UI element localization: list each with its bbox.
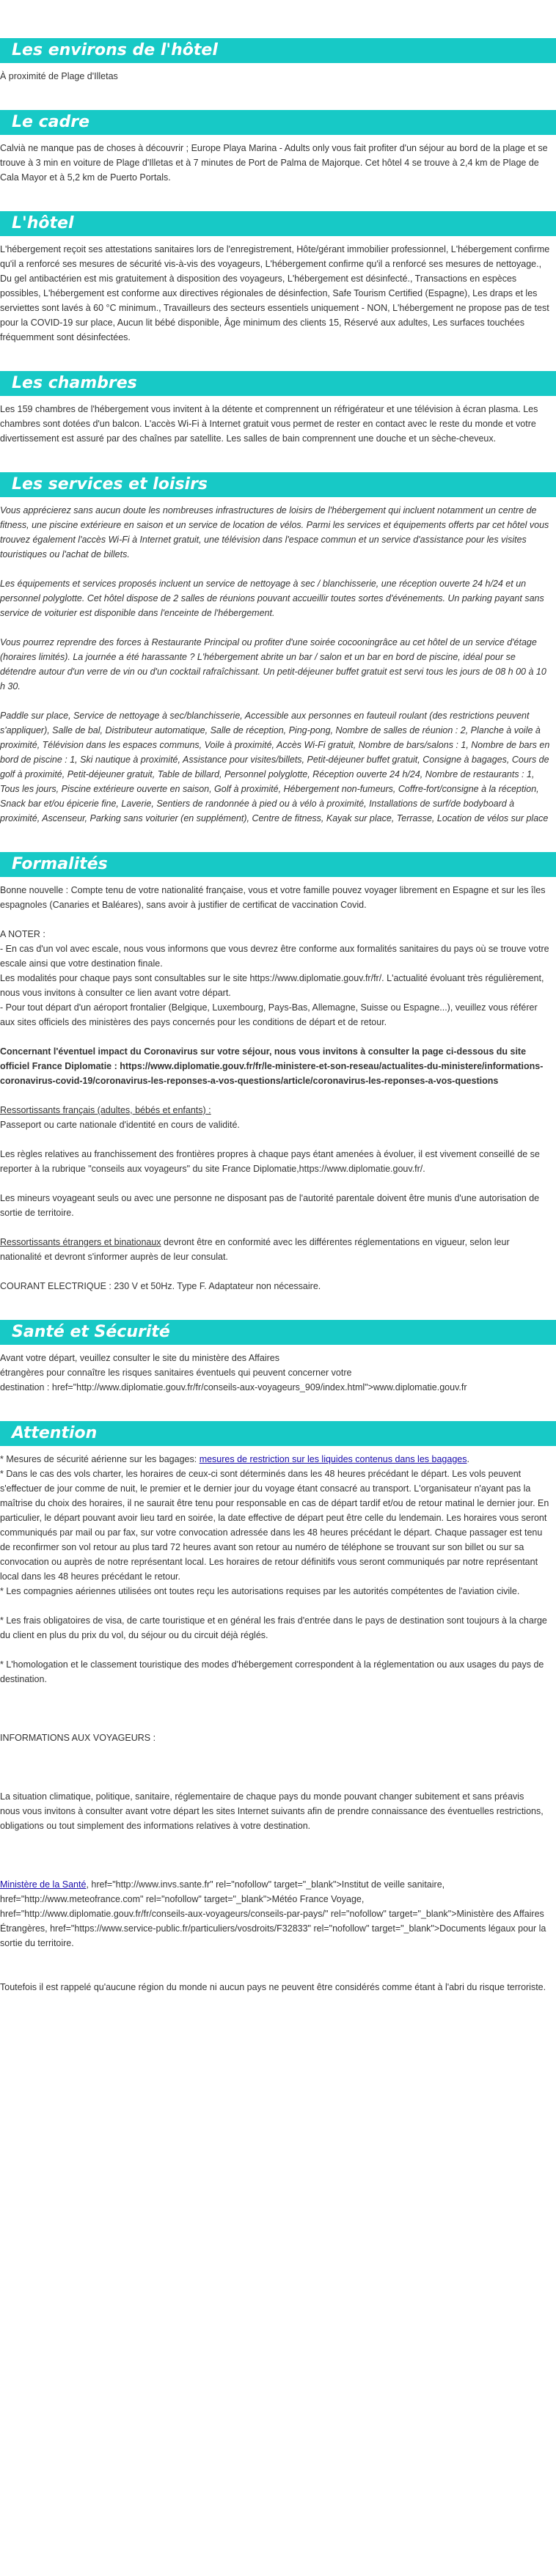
minors-text: Les mineurs voyageant seuls ou avec une personne ne disposant pas de l'autorité parentale doivent être munis d'une autorisation de sortie de territoire. (0, 1193, 540, 1218)
section-services (0, 472, 556, 826)
security-measures (0, 1452, 554, 1467)
sante-line: étrangères pour connaître les risques sanitaires éventuels qui peuvent concerner votre (0, 1368, 352, 1378)
section-cadre (0, 110, 556, 185)
sante-line: destination : href="http://www.diplomatie.gouv.fr/fr/conseils-aux-voyageurs_909/index.html">www.diplomatie.gouv.fr (0, 1382, 467, 1392)
homologation-text: * L'homologation et le classement touristique des modes d'hébergement correspondent à la réglementation ou aux usages du pays de destination. (0, 1659, 544, 1684)
security-prefix: * Mesures de sécurité aérienne sur les bagages: (0, 1454, 200, 1464)
foreign-nationals-heading: Ressortissants étrangers et binationaux (0, 1237, 161, 1247)
section-sante (0, 1320, 556, 1395)
terror-text: Toutefois il est rappelé qu'aucune région du monde ni aucun pays ne peuvent être considérés comme étant à l'abri du risque terroriste. (0, 1982, 546, 1992)
section-title: Les chambres (0, 371, 556, 396)
info-heading: INFORMATIONS AUX VOYAGEURS : (0, 1733, 156, 1743)
foreign-nationals (0, 1235, 554, 1264)
section-title: Attention (0, 1421, 556, 1446)
covid-notice: Concernant l'éventuel impact du Coronavirus sur votre séjour, nous vous invitons à consulter la page ci-dessous du site officiel France Diplomatie : https://www.diplomatie.gouv.fr/fr/le-ministere-et-son-reseau/actualites-du-ministere/informations-coronavirus-covid-19/coronavirus-les-reponses-a-vos-questions/article/coronavirus-les-reponses-a-vos-questions (0, 1046, 544, 1086)
section-title: Les services et loisirs (0, 472, 556, 497)
charter-flights-text: * Dans le cas des vols charter, les horaires de ceux-ci sont déterminés dans les 48 heures précédant le départ. Les vols peuvent s'effectuer de jour comme de nuit, le premier et le dernier jour du voyage étant consacré au transport. L'organisateur n'ayant pas la maîtrise du choix des horaires, il ne saurait être tenu pour responsable en cas de départ tardif et/ou de retour matinal le dernier jour. En particulier, le départ pouvant avoir lieu tard en soirée, la date effective de départ peut être celle du lendemain. Les horaires vous seront communiqués par mail ou par fax, sur votre convocation adressée dans les 48 heures précédant le départ. Chaque passager est tenu de reconfirmer son vol retour au plus tard 72 heures avant son retour au numéro de téléphone se trouvant sur son billet ou sur sa convocation ou auprès de notre représentant local. Les horaires de retour définitifs vous seront communiqués par notre représentant local dans les 48 heures précédant le retour. (0, 1469, 549, 1582)
section-attention (0, 1421, 556, 1995)
page (0, 38, 556, 2036)
services-paragraph: Vous apprécierez sans aucun doute les nombreuses infrastructures de loisirs de l'hébergement qui incluent notamment un centre de fitness, une piscine extérieure en saison et un service de location de vélos. Parmi les services et équipements offerts par cet hôtel vous trouvez également l'accès Wi-Fi à Internet gratuit, une télévision dans l'espace commun et un service d'assistance pour les visites touristiques ou l'achat de billets. (0, 505, 549, 559)
foreign-nationals-text: devront être en conformité avec les différentes réglementations en vigueur, selon leur nationalité et devront s'informer auprès de leur consulat. (0, 1237, 510, 1262)
liquids-restriction-link[interactable]: mesures de restriction sur les liquides contenus dans les bagages (199, 1454, 467, 1464)
french-nationals-heading: Ressortissants français (adultes, bébés et enfants) : (0, 1105, 211, 1115)
situation-text: nous vous invitons à consulter avant votre départ les sites Internet suivants afin de prendre connaissance des éventuelles restrictions, obligations ou tout simplement des informations relatives à votre destination. (0, 1806, 544, 1831)
section-title: Le cadre (0, 110, 556, 135)
section-title: Formalités (0, 852, 556, 877)
section-title: Santé et Sécurité (0, 1320, 556, 1345)
electric-info: COURANT ELECTRIQUE : 230 V et 50Hz. Type F. Adaptateur non nécessaire. (0, 1281, 321, 1291)
section-environs (0, 38, 556, 84)
french-nationals-text: Passeport ou carte nationale d'identité en cours de validité. (0, 1120, 240, 1130)
section-formalites (0, 852, 556, 1293)
sante-line: Avant votre départ, veuillez consulter le site du ministère des Affaires (0, 1353, 279, 1363)
cadre-text: Calvià ne manque pas de choses à découvrir ; Europe Playa Marina - Adults only vous fait profiter d'un séjour au bord de la plage et se trouve à 3 min en voiture de Plage d'Illetas et à 7 minutes de Port de Palma de Majorque. Cet hôtel 4 se trouve à 2,4 km de Plage de Cala Mayor et à 5,2 km de Puerto Portals. (0, 143, 548, 183)
note-text: - Pour tout départ d'un aéroport frontalier (Belgique, Luxembourg, Pays-Bas, Allemagne, Suisse ou Espagne...), veuillez vous référer aux sites officiels des ministères des pays concernés pour les conditions de départ et de retour. (0, 1002, 538, 1027)
hotel-text: L'hébergement reçoit ses attestations sanitaires lors de l'enregistrement, Hôte/gérant immobilier professionnel, L'hébergement confirme qu'il a renforcé ses mesures de sécurité vis-à-vis des voyageurs, L'hébergement confirme qu'il a renforcé ses mesures de nettoyage., Du gel antibactérien est mis gratuitement à disposition des voyageurs, L'hébergement est désinfecté., Transactions en espèces possibles, L'hébergement est conforme aux directives régionales de désinfection, Safe Tourism Certified (Espagne), Les draps et les serviettes sont lavés à 60 °C minimum., Travailleurs des secteurs essentiels uniquement - NON, L'hébergement ne propose pas de test pour la COVID-19 sur place, Aucun lit bébé disponible, Âge minimum des clients 15, Réservé aux adultes, Les surfaces touchées fréquemment sont désinfectées. (0, 244, 550, 342)
note-text: - En cas d'un vol avec escale, nous vous informons que vous devrez être conforme aux formalités sanitaires du pays où se trouve votre escale ainsi que votre destination finale. (0, 944, 549, 969)
section-chambres (0, 371, 556, 446)
services-paragraph: Les équipements et services proposés incluent un service de nettoyage à sec / blanchisserie, une réception ouverte 24 h/24 et un personnel polyglotte. Cet hôtel dispose de 2 salles de réunions pouvant accueillir toutes sortes d'événements. Un parking payant sans service de voiturier est disponible dans l'enceinte de l'hébergement. (0, 579, 544, 618)
note-text: Les modalités pour chaque pays sont consultables sur le site https://www.diplomatie.gouv.fr/fr/. L'actualité évoluant très régulièrement, nous vous invitons à consulter ce lien avant votre départ. (0, 973, 544, 998)
ministry-health-link[interactable]: Ministère de la Santé (0, 1879, 87, 1890)
section-hotel (0, 211, 556, 345)
airlines-text: * Les compagnies aériennes utilisées ont toutes reçu les autorisations requises par les autorités compétentes de l'aviation civile. (0, 1586, 520, 1596)
section-title: Les environs de l'hôtel (0, 38, 556, 63)
borders-text: Les règles relatives au franchissement des frontières propres à chaque pays étant amenées à évoluer, il est vivement conseillé de se reporter à la rubrique "conseils aux voyageurs" du site France Diplomatie,https://www.diplomatie.gouv.fr/. (0, 1149, 540, 1174)
situation-text: La situation climatique, politique, sanitaire, réglementaire de chaque pays du monde pouvant changer subitement et sans préavis (0, 1791, 524, 1802)
services-paragraph: Vous pourrez reprendre des forces à Restaurante Principal ou profiter d'une soirée cocooningrâce au cet hôtel de un service d'étage (horaires limités). La journée a été harassante ? L'hébergement abrite un bar / salon et un bar en bord de piscine, idéal pour se détendre autour d'un verre de vin ou d'un cocktail rafraîchissant. Un petit-déjeuner buffet gratuit est servi tous les jours de 08 h 00 à 10 h 30. (0, 637, 546, 691)
note-heading: A NOTER : (0, 929, 45, 939)
links-paragraph (0, 1877, 554, 1951)
security-suffix: . (467, 1454, 469, 1464)
section-title: L'hôtel (0, 211, 556, 236)
fees-text: * Les frais obligatoires de visa, de carte touristique et en général les frais d'entrée dans le pays de destination sont toujours à la charge du client en plus du prix du vol, du séjour ou du circuit déjà réglés. (0, 1615, 547, 1640)
environs-text: À proximité de Plage d'Illetas (0, 71, 118, 81)
links-text: , href="http://www.invs.sante.fr" rel="nofollow" target="_blank">Institut de veille sanitaire, href="http://www.meteofrance.com" rel="nofollow" target="_blank">Météo France Voyage, href="http://www.diplomatie.gouv.fr/fr/conseils-aux-voyageurs/conseils-par-pays/" rel="nofollow" target="_blank">Ministère des Affaires Étrangères, href="https://www.service-public.fr/particuliers/vosdroits/F32833" rel="nofollow" target="_blank">Documents légaux pour la sortie du territoire. (0, 1879, 546, 1948)
services-amenities-list: Paddle sur place, Service de nettoyage à sec/blanchisserie, Accessible aux personnes en fauteuil roulant (des restrictions peuvent s'appliquer), Salle de bal, Distributeur automatique, Salle de réception, Ping-pong, Nombre de salles de réunion : 2, Planche à voile à proximité, Télévision dans les espaces communs, Voile à proximité, Accès Wi-Fi gratuit, Nombre de bars/salons : 1, Nombre de bars en bord de piscine : 1, Ski nautique à proximité, Assistance pour visites/billets, Petit-déjeuner buffet gratuit, Consigne à bagages, Cours de golf à proximité, Petit-déjeuner gratuit, Table de billard, Personnel polyglotte, Réception ouverte 24 h/24, Nombre de restaurants : 1, Tous les jours, Piscine extérieure ouverte en saison, Golf à proximité, Hébergement non-fumeurs, Coffre-fort/consigne à la réception, Snack bar et/ou épicerie fine, Laverie, Sentiers de randonnée à pied ou à vélo à proximité, Installations de surf/de bodyboard à proximité, Ascenseur, Parking sans voiturier (en supplément), Centre de fitness, Kayak sur place, Terrasse, Location de vélos sur place (0, 711, 550, 823)
formalites-intro: Bonne nouvelle : Compte tenu de votre nationalité française, vous et votre famille pouvez voyager librement en Espagne et sur les îles espagnoles (Canaries et Baléares), sans avoir à justifier de certificat de vaccination Covid. (0, 885, 546, 910)
chambres-text: Les 159 chambres de l'hébergement vous invitent à la détente et comprennent un réfrigérateur et une télévision à écran plasma. Les chambres sont dotées d'un balcon. L'accès Wi-Fi à Internet gratuit vous permet de rester en contact avec le reste du monde et votre divertissement est assuré par des chaînes par satellite. Les salles de bain comprennent une douche et un sèche-cheveux. (0, 404, 538, 444)
